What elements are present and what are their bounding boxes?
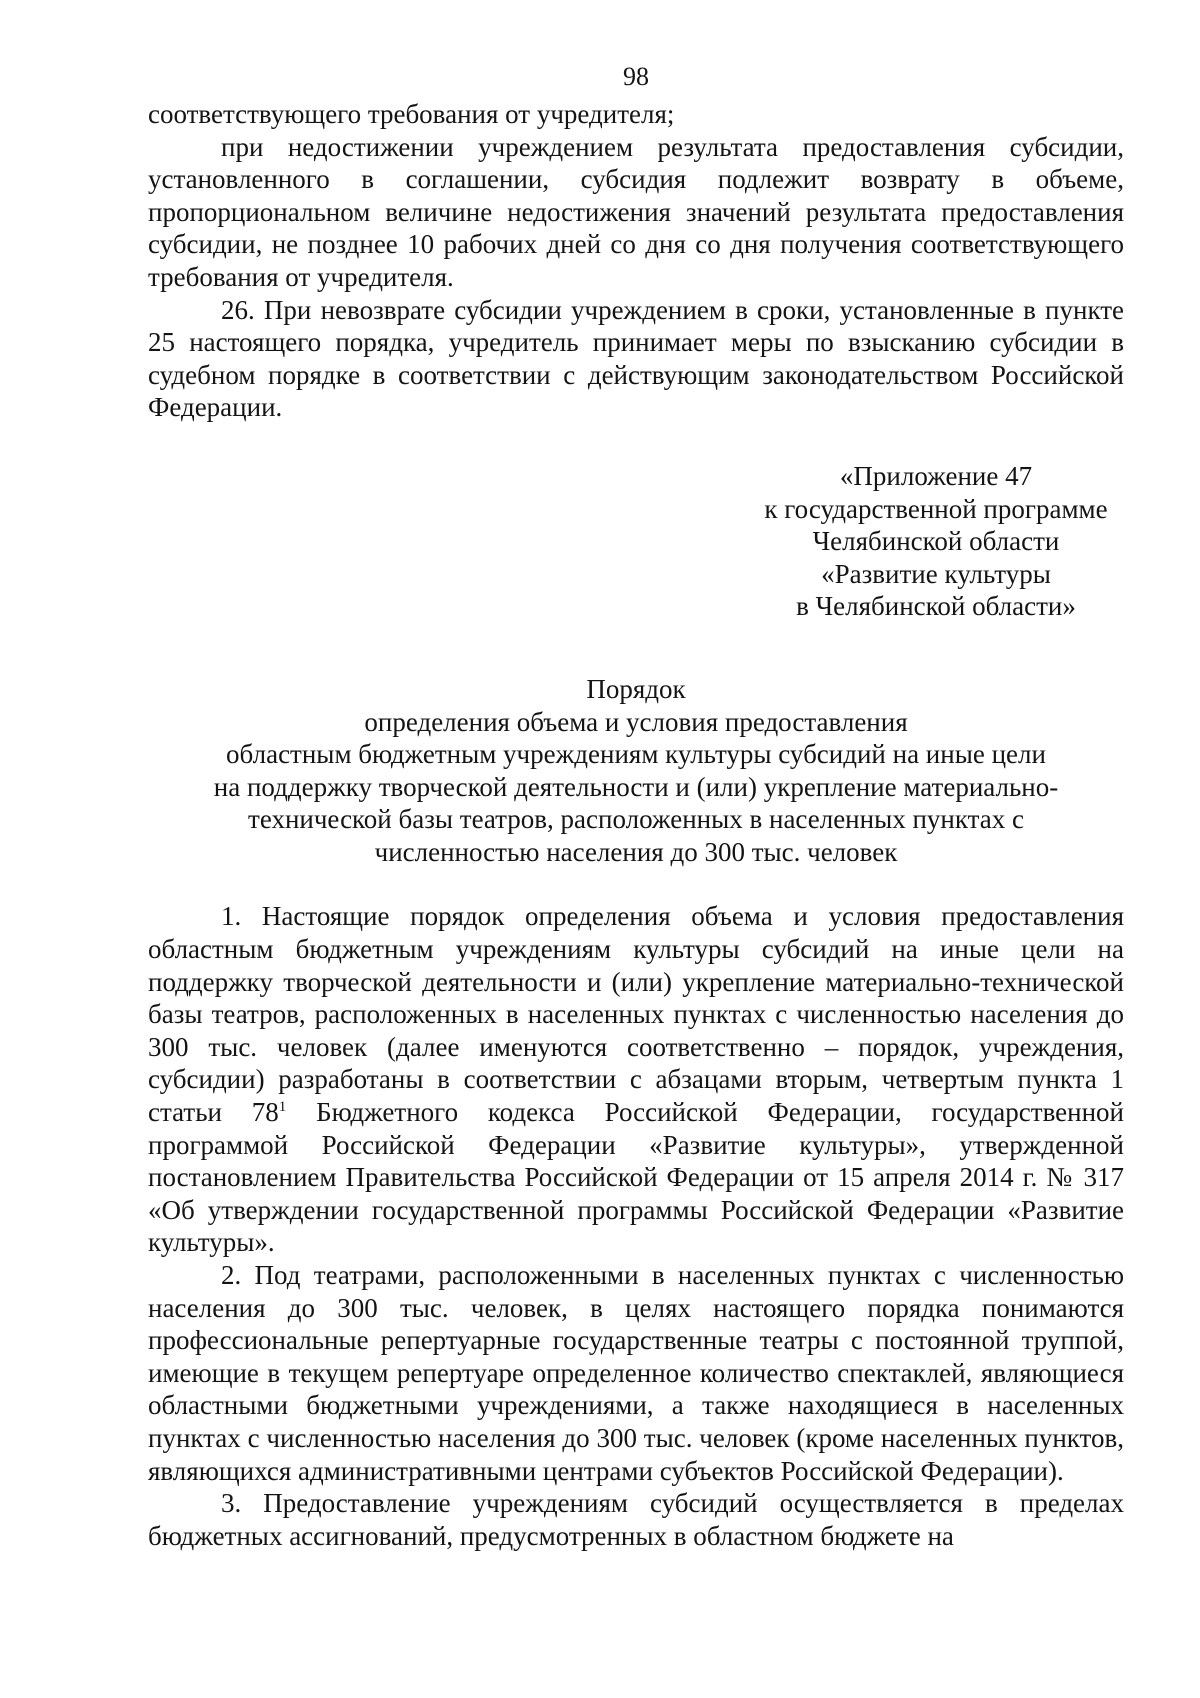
paragraph-1-text: 1. Настоящие порядок определения объема и условия предоставления областным бюджетным учреждениям культуры субсидий на иные цели на поддержку творческой деятельности и (или) укрепление материально-технической базы театров, расположенных в населенных пунктах с численностью населения до 300 тыс. человек (далее именуются соответственно – порядок, учреждения, субсидии) разработаны в соответствии с абзацами вторым, четвертым пункта 1 статьи 78 — [148, 901, 1124, 1128]
paragraph-continuation: соответствующего требования от учредителя; — [148, 99, 675, 129]
main-section — [148, 900, 1124, 1552]
document-page — [148, 62, 1124, 1552]
paragraph-3: 3. Предоставление учреждениям субсидий осуществляется в пределах бюджетных ассигнований, предусмотренных в областном бюджете на — [148, 1488, 1124, 1551]
appendix-line: Челябинской области — [812, 526, 1060, 557]
title-line: определения объема и условия предоставления — [364, 706, 908, 737]
paragraph-refund-terms: при недостижении учреждением результата предоставления субсидии, установленного в соглашении, субсидия подлежит возврату в объеме, пропорциональном величине недостижения значений результата предоставления субсидии, не позднее 10 рабочих дней со дня со дня получения соответствующего требования от учредителя. — [148, 131, 1124, 292]
paragraph-1 — [148, 900, 1124, 1259]
appendix-line: «Приложение 47 — [839, 460, 1033, 491]
top-section — [148, 98, 1124, 424]
paragraph-26: 26. При невозврате субсидии учреждением в сроки, установленные в пункте 25 настоящего порядка, учредитель принимает меры по взысканию субсидии в судебном порядке в соответствии с действующим законодательством Российской Федерации. — [148, 294, 1124, 423]
title-line: на поддержку творческой деятельности и (или) укрепление материально- — [213, 771, 1059, 802]
title-line: областным бюджетным учреждениям культуры субсидий на иные цели — [226, 739, 1046, 770]
title-line: численностью населения до 300 тыс. человек — [374, 836, 898, 867]
paragraph-1-text-continued: Бюджетного кодекса Российской Федерации, государственной программой Российской Федерации «Развитие культуры», утвержденной постановлением Правительства Российской Федерации от 15 апреля 2014 г. № 317 «Об утверждении государственной программы Российской Федерации «Развитие культуры». — [148, 1097, 1124, 1258]
paragraph-2: 2. Под театрами, расположенными в населенных пунктах с численностью населения до 300 тыс. человек, в целях настоящего порядка понимаются профессиональные репертуарные государственные театры с постоянной труппой, имеющие в текущем репертуаре определенное количество спектаклей, являющиеся областными бюджетными учреждениями, а также находящиеся в населенных пунктах с численностью населения до 300 тыс. человек (кроме населенных пунктов, являющихся административными центрами субъектов Российской Федерации). — [148, 1260, 1124, 1486]
title-line: Порядок — [586, 673, 686, 704]
page-number: 98 — [623, 62, 649, 91]
document-title — [148, 673, 1124, 869]
superscript-marker: 1 — [278, 1099, 287, 1116]
title-line: технической базы театров, расположенных в населенных пунктах с — [248, 804, 1024, 835]
appendix-line: в Челябинской области» — [796, 591, 1076, 622]
appendix-header — [748, 460, 1124, 623]
appendix-line: «Развитие культуры — [821, 558, 1051, 589]
appendix-line: к государственной программе — [764, 493, 1108, 524]
